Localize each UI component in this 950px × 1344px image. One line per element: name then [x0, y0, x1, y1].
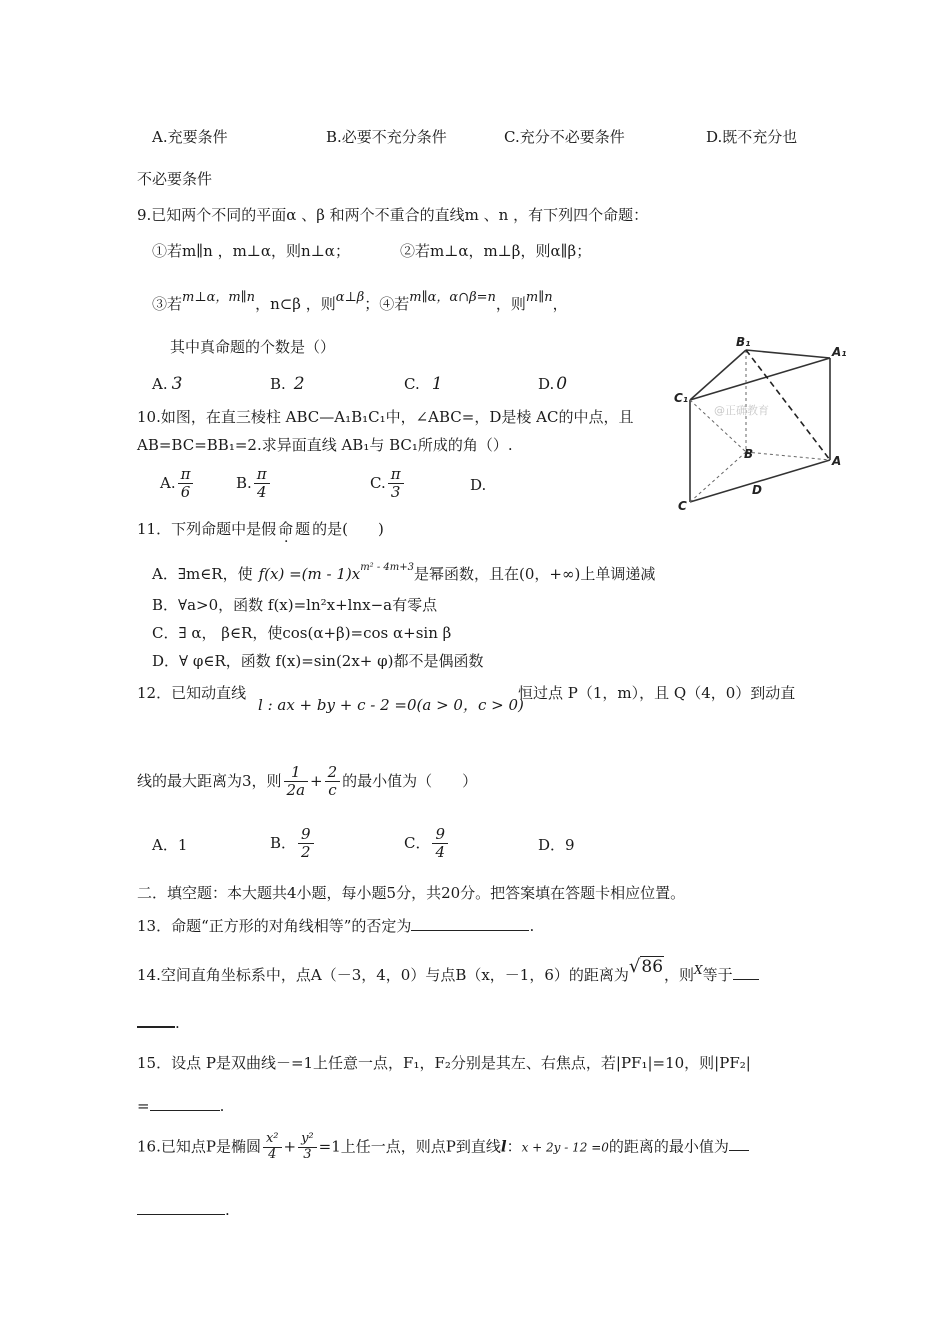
q9-proposition-3-4: ③若$^{m\perp\alpha,m\parallel n}$，n⊂β ，则$^{\alpha\perp\beta}$；④若$^{m\parallel\alpha,\alpha\cap\beta=n}$，则$^{m\parallel n}$， [152, 290, 568, 313]
q15-answer-blank[interactable] [150, 1096, 220, 1111]
q13: 13．命题“正方形的对角线相等”的否定为 . [137, 917, 535, 935]
q10-option-d: D. [470, 476, 487, 494]
edge-c-b [690, 452, 746, 502]
edge-c1-b1 [690, 350, 746, 400]
q11-option-d: D．∀ φ∈R，函数 f(x)=sin(2x+ φ)都不是偶函数 [152, 652, 484, 670]
label-b: B [744, 447, 754, 461]
q12-stem-post: 恒过点 P（1，m），且 Q（4，0）到动直 [518, 684, 796, 702]
label-c1: C₁ [674, 391, 689, 405]
q8-option-a: A.充要条件 [152, 128, 228, 146]
q9-option-d: D. 0 [538, 374, 568, 394]
q10-option-a: A. $\frac{\pi}{6}$ [160, 466, 195, 502]
label-b1: B₁ [736, 335, 751, 349]
q11-stem: 11．下列命题中是假命题的是( ) [137, 520, 384, 538]
q13-answer-blank[interactable] [411, 916, 529, 931]
q11-emphasis: 假命题 [261, 520, 313, 538]
q9-stem: 9.已知两个不同的平面α 、β 和两个不重合的直线m 、n ，有下列四个命题： [137, 206, 649, 224]
q12-option-c: C． $\frac{9}{4}$ [404, 826, 450, 862]
label-a: A [832, 454, 842, 468]
edge-b-a [746, 452, 830, 460]
q9-p4-conclusion: m∥n [525, 290, 553, 305]
q11-option-b: B．∀a>0，函数 f(x)=ln²x+lnx−a有零点 [152, 596, 438, 614]
label-c: C [678, 499, 687, 513]
q9-proposition-2: ②若m⊥α，m⊥β，则α∥β； [400, 242, 592, 260]
edge-b1-a1 [746, 350, 830, 358]
label-a1: A₁ [832, 345, 847, 359]
q16-answer-blank-cont[interactable] [137, 1200, 225, 1215]
q10-option-c: C. $\frac{\pi}{3}$ [370, 466, 406, 502]
q9-p3-condition: m⊥α，m∥n [182, 290, 256, 305]
q12-stem-pre: 12．已知动直线 [137, 684, 247, 702]
q8-option-c: C.充分不必要条件 [504, 128, 625, 146]
section-2-heading: 二．填空题：本大题共4小题，每小题5分，共20分。把答案填在答题卡相应位置。 [137, 884, 686, 902]
q12-stem-line2: 线的最大距离为3，则 $\frac{1}{2a}$ + $\frac{2}{c}$ 的最小值为（ ） [137, 763, 478, 800]
q10-option-b: B. $\frac{\pi}{4}$ [236, 466, 272, 502]
q14: 14.空间直角坐标系中，点A（－3，4，0）与点B（x，－1，6）的距离为√86，则$^X$等于 [137, 964, 759, 986]
q12-option-b: B． $\frac{9}{2}$ [270, 826, 316, 862]
q16-cont: . [137, 1200, 230, 1219]
q12-option-d: D．9 [538, 836, 575, 854]
q15-line1: 15．设点 P是双曲线－=1上任意一点，F₁，F₂分别是其左、右焦点，若|PF₁|=10，则|PF₂| [137, 1054, 751, 1072]
q9-option-b: B. 2 [270, 374, 305, 394]
q11-option-c: C．∃ α， β∈R，使cos(α+β)=cos α+sin β [152, 624, 452, 642]
q8-option-d: D.既不充分也 [706, 128, 798, 146]
q9-question: 其中真命题的个数是（） [170, 338, 336, 356]
q10-stem-line2: AB=BC=BB₁=2.求异面直线 AB₁与 BC₁所成的角（）. [137, 436, 513, 454]
q16-answer-blank[interactable] [729, 1136, 749, 1151]
watermark: @正确教育 [714, 404, 769, 417]
q12-option-a: A．1 [152, 836, 188, 854]
q16: 16.已知点P是椭圆 $\frac{\text{x²}}{4}$ + $\frac{\text{y²}}{3}$ =1上任一点，则点P到直线l：x + 2y - 12 =0的距离的最小值为 [137, 1132, 749, 1163]
prism-figure [670, 330, 860, 520]
q12-line-formula: l : ax + by + c - 2 =0(a > 0，c > 0) [258, 696, 524, 714]
q9-option-c: C. 1 [404, 374, 443, 394]
q8-option-b: B.必要不充分条件 [326, 128, 447, 146]
label-d: D [752, 483, 762, 497]
q8-option-d-cont: 不必要条件 [137, 170, 213, 188]
q9-option-a: A. 3 [152, 374, 183, 394]
q9-proposition-1: ①若m∥n ，m⊥α，则n⊥α； [152, 242, 350, 260]
q10-stem-line1: 10.如图，在直三棱柱 ABC—A₁B₁C₁中，∠ABC=，D是棱 AC的中点，且 [137, 408, 634, 426]
q9-p3-conclusion: α⊥β [335, 290, 365, 305]
edge-c1-a1 [690, 358, 830, 400]
q14-cont: . [137, 1012, 180, 1032]
q15-line2: = . [137, 1097, 225, 1115]
q14-answer-blank[interactable] [733, 965, 759, 980]
q9-p4-condition: m∥α，α∩β=n [409, 290, 496, 305]
sqrt-symbol: √86 [628, 956, 664, 977]
q14-answer-blank-cont[interactable] [137, 1012, 175, 1028]
q11-option-a: A．∃m∈R，使 $f(x) =(m - 1)x^{m^2 - 4m+3}$是幂函数，且在(0，+∞)上单调递减 [152, 562, 656, 583]
